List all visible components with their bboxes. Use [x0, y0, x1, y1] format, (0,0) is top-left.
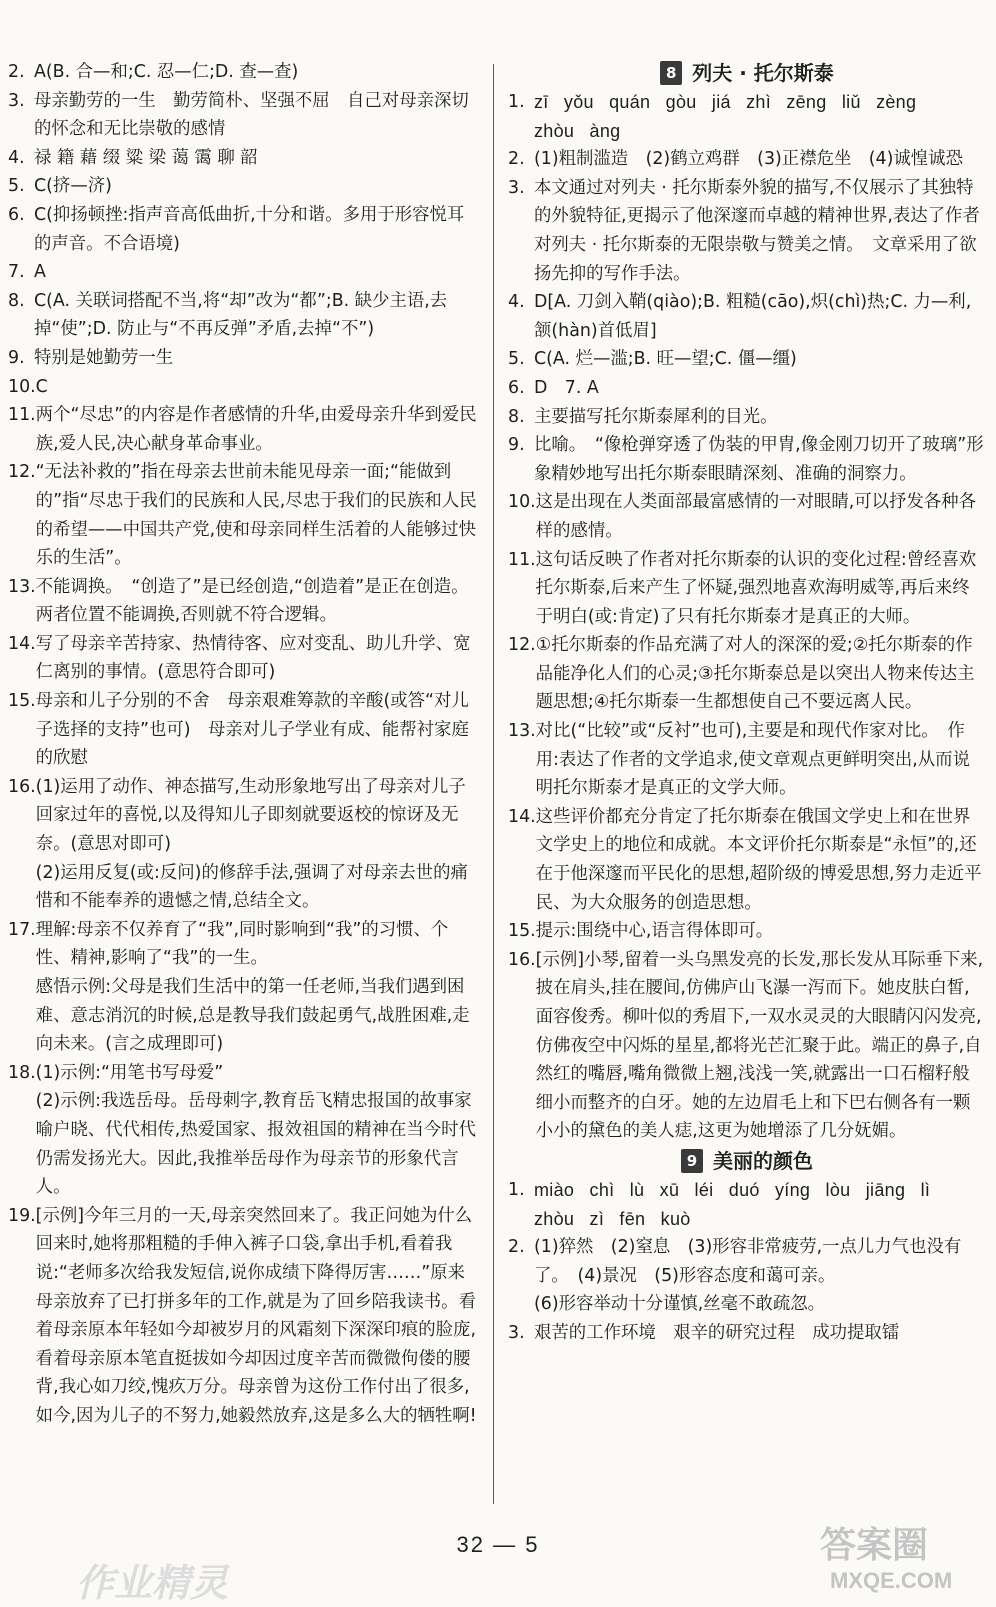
answer-item [8, 401, 480, 458]
answer-text: C [35, 376, 48, 397]
answer-body [36, 1059, 480, 1202]
answer-number: 11. [8, 405, 36, 426]
answer-body [34, 87, 480, 144]
answer-item [508, 88, 986, 145]
answer-number: 9. [8, 347, 25, 368]
answer-body [36, 630, 480, 687]
answer-body [34, 344, 480, 373]
answer-number: 2. [508, 1237, 525, 1258]
answer-item [508, 803, 986, 917]
answer-body [36, 916, 480, 1059]
answer-text: C(抑扬顿挫:指声音高低曲折,十分和谐。多用于形容悦耳的声音。不合语境) [34, 204, 465, 254]
answer-number: 6. [8, 204, 25, 225]
right-column [508, 58, 986, 1348]
answer-number: 18. [8, 1062, 36, 1083]
answer-item [508, 917, 986, 946]
answer-text: C(挤—济) [34, 176, 112, 197]
answer-number: 5. [8, 176, 25, 197]
answer-item [8, 87, 480, 144]
answer-text: A(B. 合—和;C. 忍—仁;D. 查—查) [34, 62, 299, 82]
answer-text: C(A. 烂—滥;B. 旺—望;C. 僵—缰) [534, 349, 797, 370]
watermark-logo: 作业精灵 [76, 1563, 229, 1605]
answer-text: (1)猝然 (2)窒息 (3)形容非常疲劳,一点儿力气也没有了。 (4)景况 (5)形容态度和蔼可亲。 [534, 1237, 962, 1286]
answer-body [536, 488, 986, 545]
answer-item [8, 773, 480, 916]
answer-text: 特别是她勤劳一生 [34, 347, 174, 368]
answer-body [536, 717, 986, 803]
answer-number: 12. [508, 635, 536, 656]
watermark-url: MXQE.COM [830, 1568, 953, 1593]
answer-text: D 7. A [534, 377, 599, 398]
answer-body [36, 1202, 480, 1431]
answer-text: 这是出现在人类面部最富感情的一对眼睛,可以抒发各种各样的感情。 [535, 492, 976, 541]
answer-item [8, 458, 480, 572]
answer-number: 7. [8, 262, 25, 283]
column-divider [493, 64, 494, 1504]
answer-text: 母亲勤劳的一生 勤劳简朴、坚强不屈 自己对母亲深切的怀念和无比崇敬的感情 [34, 90, 469, 140]
answer-text: 这句话反映了作者对托尔斯泰的认识的变化过程:曾经喜欢托尔斯泰,后来产生了怀疑,强烈地喜欢海明威等,再后来终于明白(或:肯定)了只有托尔斯泰才是真正的大师。 [535, 549, 977, 627]
answer-body [36, 373, 480, 402]
answer-item [8, 144, 480, 173]
answer-number: 14. [8, 633, 36, 654]
answer-text: (2)运用反复(或:反问)的修辞手法,强调了对母亲去世的痛惜和不能奉养的遗憾之情,总结全文。 [35, 862, 468, 912]
answer-item [8, 287, 480, 344]
section-header-8 [508, 58, 986, 88]
answer-number: 1. [508, 92, 525, 112]
answer-text: (2)示例:我选岳母。岳母刺字,教育岳飞精忠报国的故事家喻户晓、代代相传,热爱国家、报效祖国的精神在当今时代仍需发扬光大。因此,我推举岳母作为母亲节的形象代言人。 [35, 1091, 476, 1198]
answer-body [536, 803, 986, 917]
answer-item [508, 1176, 986, 1233]
answer-text: (1)示例:“用笔书写母爱” [35, 1062, 224, 1083]
answer-item [508, 717, 986, 803]
answer-number: 16. [508, 949, 536, 970]
answer-item [508, 631, 986, 717]
answer-number: 12. [8, 462, 36, 483]
answer-body [34, 258, 480, 287]
answer-item [8, 258, 480, 287]
answer-text: D[A. 刀剑入鞘(qiào);B. 粗糙(cāo),炽(chì)热;C. 力—利,颔(hàn)首低眉] [534, 292, 972, 341]
pinyin-line: zhòu àng [534, 120, 621, 141]
answer-item [508, 431, 986, 488]
answer-item [508, 1319, 986, 1348]
pinyin-line: miào chì lù xū léi duó yíng lòu jiāng lì [534, 1179, 931, 1200]
answer-body [536, 946, 986, 1146]
answer-text: [示例]小琴,留着一头乌黑发亮的长发,那长发从耳际垂下来,披在肩头,挂在腰间,仿佛庐山飞瀑一泻而下。她皮肤白皙,面容俊秀。柳叶似的秀眉下,一双水灵灵的大眼睛闪闪发亮,仿佛夜空中闪烁的星星,都将光芒汇聚于此。端正的鼻子,自然红的嘴唇,嘴角微微上翘,浅浅一笑,就露出一口石榴籽般细小而整齐的白牙。她的左边眉毛上和下巴右侧各有一颗小小的黛色的美人痣,这更为她增添了几分妩媚。 [535, 949, 984, 1142]
answer-text: 提示:围绕中心,语言得体即可。 [535, 921, 774, 942]
answer-text: 两个“尽忠”的内容是作者感情的升华,由爱母亲升华到爱民族,爱人民,决心献身革命事业。 [35, 405, 477, 454]
answer-number: 9. [508, 435, 525, 456]
answer-text: 写了母亲辛苦持家、热情待客、应对变乱、助儿升学、宽仁离别的事情。(意思符合即可) [35, 633, 471, 683]
answer-body [34, 58, 480, 87]
answer-body [34, 172, 480, 201]
answer-text: A [34, 262, 46, 283]
answer-body [34, 201, 480, 258]
answer-number: 8. [8, 290, 25, 311]
answer-body [534, 288, 986, 345]
answer-body [36, 573, 480, 630]
answer-item [508, 345, 986, 374]
answer-item [8, 1202, 480, 1431]
answer-text: “无法补救的”指在母亲去世前未能见母亲一面;“能做到的”指“尽忠于我们的民族和人民,尽忠于我们的民族和人民的希望——中国共产党,使和母亲同样生活着的人能够过快乐的生活”。 [35, 462, 477, 569]
answer-body [36, 401, 480, 458]
answer-number: 4. [508, 292, 525, 313]
answer-number: 15. [508, 921, 536, 942]
answer-number: 13. [8, 576, 36, 597]
page-number: 32 — 5 [456, 1532, 540, 1557]
answer-text: 感悟示例:父母是我们生活中的第一任老师,当我们遇到困难、意志消沉的时候,总是教导我们鼓起勇气,战胜困难,走向未来。(言之成理即可) [35, 977, 470, 1055]
answer-item [8, 373, 480, 402]
answer-text: 母亲和儿子分别的不舍 母亲艰难筹款的辛酸(或答“对儿子选择的支持”也可) 母亲对儿子学业有成、能帮衬家庭的欣慰 [35, 691, 469, 769]
pinyin-line: zī yǒu quán gòu jiá zhì zēng liǔ zèng [534, 92, 917, 112]
answer-body [36, 458, 480, 572]
answer-number: 3. [508, 1322, 525, 1343]
watermark-logo: 答案圈 [820, 1524, 929, 1565]
answer-text: 本文通过对列夫 · 托尔斯泰外貌的描写,不仅展示了其独特的外貌特征,更揭示了他深邃而卓越的精神世界,表达了作者对列夫 · 托尔斯泰的无限崇敬与赞美之情。 文章采用了欲扬先抑的写作手法。 [534, 177, 980, 284]
answer-body [534, 374, 986, 403]
section-header-9 [508, 1146, 986, 1176]
answer-number: 19. [8, 1205, 36, 1226]
answer-item [8, 573, 480, 630]
answer-item [8, 916, 480, 1059]
section-number-badge: 8 [660, 61, 682, 85]
answer-number: 5. [508, 349, 525, 370]
answer-body [534, 174, 986, 288]
answer-number: 10. [8, 376, 36, 397]
answer-number: 3. [508, 177, 525, 198]
section-number-badge: 9 [681, 1149, 703, 1173]
section-title: 列夫 · 托尔斯泰 [692, 60, 834, 85]
answer-text: (1)粗制滥造 (2)鹤立鸡群 (3)正襟危坐 (4)诚惶诚恐 [534, 149, 963, 170]
answer-text: ①托尔斯泰的作品充满了对人的深深的爱;②托尔斯泰的作品能净化人们的心灵;③托尔斯泰总是以突出人物来传达主题思想;④托尔斯泰一生都想使自己不要远离人民。 [535, 635, 975, 713]
answer-body [34, 144, 480, 173]
answer-text: 主要描写托尔斯泰犀利的目光。 [534, 406, 778, 427]
pinyin-line: zhòu zì fēn kuò [534, 1208, 691, 1229]
answer-body [534, 403, 986, 432]
answer-text: [示例]今年三月的一天,母亲突然回来了。我正问她为什么回来时,她将那粗糙的手伸入裤子口袋,拿出手机,看着我说:“老师多次给我发短信,说你成绩下降得厉害……”原来母亲放弃了已打拼多年的工作,就是为了回乡陪我读书。看着母亲原本年轻如今却被岁月的风霜刻下深深印痕的脸庞,看着母亲原本笔直挺拔如今却因过度辛苦而微微佝偻的腰背,我心如刀绞,愧疚万分。母亲曾为这份工作付出了很多,如今,因为儿子的不努力,她毅然放弃,这是多么大的牺牲啊! [35, 1205, 477, 1426]
answer-number: 14. [508, 806, 536, 827]
answer-text: 对比(“比较”或“反衬”也可),主要是和现代作家对比。 作用:表达了作者的文学追求,使文章观点更鲜明突出,从而说明托尔斯泰才是真正的文学大师。 [535, 721, 970, 799]
answer-number: 10. [508, 492, 536, 513]
answer-number: 11. [508, 549, 536, 570]
answer-item [8, 1059, 480, 1202]
answer-number: 8. [508, 406, 525, 427]
answer-item [8, 172, 480, 201]
answer-text: 禄 籍 藉 缀 粱 梁 蔼 霭 聊 韶 [34, 147, 258, 168]
answer-number: 13. [508, 721, 536, 742]
answer-body [534, 431, 986, 488]
answer-item [508, 946, 986, 1146]
answer-body [536, 546, 986, 632]
left-column [8, 58, 480, 1431]
answer-item [508, 403, 986, 432]
answer-item [508, 145, 986, 174]
answer-item [8, 201, 480, 258]
answer-number: 3. [8, 90, 25, 111]
answer-number: 16. [8, 776, 36, 797]
section-title: 美丽的颜色 [713, 1148, 813, 1173]
answer-text: (6)形容举动十分谨慎,丝毫不敢疏忽。 [534, 1294, 826, 1315]
answer-text: 理解:母亲不仅养育了“我”,同时影响到“我”的习惯、个性、精神,影响了“我”的一生。 [35, 919, 449, 969]
answer-item [508, 546, 986, 632]
answer-text: 比喻。 “像枪弹穿透了伪装的甲胄,像金刚刀切开了玻璃”形象精妙地写出托尔斯泰眼睛深刻、准确的洞察力。 [534, 435, 984, 484]
answer-item [508, 174, 986, 288]
answer-body [36, 687, 480, 773]
answer-number: 4. [8, 147, 25, 168]
answer-body [536, 631, 986, 717]
answer-number: 1. [508, 1179, 525, 1200]
answer-body [34, 287, 480, 344]
answer-body [534, 1233, 986, 1319]
answer-text: 不能调换。 “创造了”是已经创造,“创造着”是正在创造。两者位置不能调换,否则就不符合逻辑。 [35, 576, 469, 626]
answer-item [8, 58, 480, 87]
answer-item [508, 288, 986, 345]
answer-text: 艰苦的工作环境 艰辛的研究过程 成功提取镭 [534, 1322, 900, 1343]
answer-text: (1)运用了动作、神态描写,生动形象地写出了母亲对儿子回家过年的喜悦,以及得知儿子即刻就要返校的惊讶及无奈。(意思对即可) [35, 776, 466, 855]
answer-body [536, 917, 986, 946]
answer-number: 15. [8, 691, 36, 712]
answer-body [534, 1176, 986, 1233]
answer-body [534, 1319, 986, 1348]
answer-body [534, 345, 986, 374]
answer-item [8, 687, 480, 773]
answer-number: 17. [8, 919, 36, 940]
answer-body [36, 773, 480, 916]
answer-body [534, 88, 986, 145]
answer-item [8, 630, 480, 687]
answer-item [508, 374, 986, 403]
answer-item [8, 344, 480, 373]
answer-body [534, 145, 986, 174]
answer-text: 这些评价都充分肯定了托尔斯泰在俄国文学史上和在世界文学史上的地位和成就。本文评价托尔斯泰是“永恒”的,还在于他深邃而平民化的思想,超阶级的博爱思想,努力走近平民、为大众服务的创造思想。 [535, 806, 982, 913]
answer-text: C(A. 关联词搭配不当,将“却”改为“都”;B. 缺少主语,去掉“使”;D. 防止与“不再反弹”矛盾,去掉“不”) [34, 290, 448, 340]
answer-number: 2. [8, 62, 25, 82]
answer-item [508, 1233, 986, 1319]
answer-item [508, 488, 986, 545]
answer-number: 2. [508, 149, 525, 170]
answer-number: 6. [508, 377, 525, 398]
